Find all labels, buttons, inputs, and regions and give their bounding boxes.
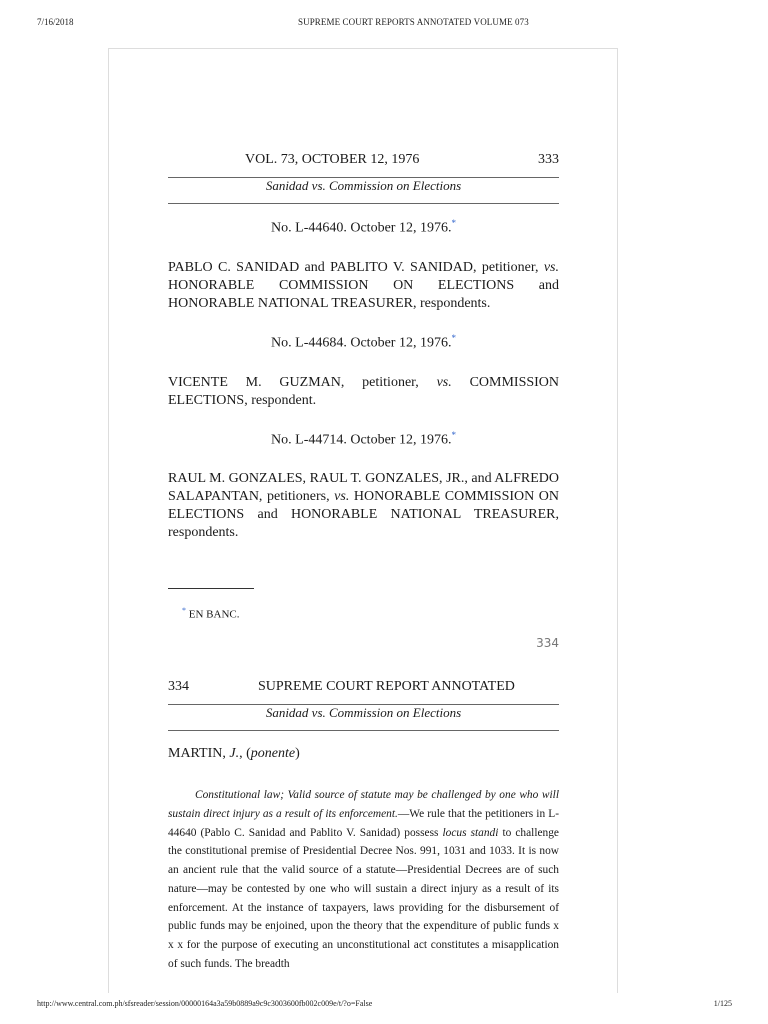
footnote-rule [168,588,254,589]
print-page-count: 1/125 [713,999,732,1008]
print-footer [0,994,768,1024]
case-number-text: No. L-44684. October 12, 1976. [271,335,452,351]
syllabus-paragraph [168,786,559,974]
header-rule [168,203,559,204]
case-number-text: No. L-44714. October 12, 1976. [271,432,452,448]
report-title: SUPREME COURT REPORT ANNOTATED [258,679,515,694]
case-subtitle: Sanidad vs. Commission on Elections [265,178,462,193]
case-parties [168,259,559,313]
ponente-separator: , ( [239,746,251,761]
case-number-text: No. L-44640. October 12, 1976. [271,220,452,236]
page-marker: 334 [536,636,559,650]
ponente-role: ponente [250,746,296,761]
petitioners: VICENTE M. GUZMAN, petitioner, [168,375,419,390]
syllabus-text: —We rule that the petitioners in L-44640 (Pablo C. Sanidad and Pablito V. Sanidad) possess [168,807,559,839]
versus: vs. [543,260,559,275]
footnote [182,606,239,621]
petitioners: PABLO C. SANIDAD and PABLITO V. SANIDAD, petitioner, [168,260,539,275]
print-date: 7/16/2018 [37,17,74,27]
volume-date: VOL. 73, OCTOBER 12, 1976 [245,152,420,167]
page-number: 333 [538,152,559,167]
ponente [168,746,300,762]
respondents: HONORABLE COMMISSION ON ELECTIONS and HONORABLE NATIONAL TREASURER, respondents. [168,278,559,311]
print-document-title: SUPREME COURT REPORTS ANNOTATED VOLUME 073 [298,17,529,27]
respondents: COMMISSION ELECTIONS, respondent. [168,375,560,408]
footnote-text: EN BANC. [188,608,240,621]
print-header [0,0,768,40]
case-parties [168,470,559,542]
syllabus-topic: Constitutional law; Valid source of statute may be challenged by one who will sustain direct injury as a result of its enforcement. [168,789,559,820]
case-subtitle: Sanidad vs. Commission on Elections [265,705,462,720]
respondents: HONORABLE COMMISSION ON ELECTIONS and HONORABLE NATIONAL TREASURER, respondents. [168,489,560,540]
page-number: 334 [168,679,189,694]
justice-name: MARTIN, [168,746,230,761]
syllabus-term: locus standi [442,826,499,839]
footnote-link[interactable]: * [451,218,456,228]
print-url: http://www.central.com.ph/sfsreader/session/00000164a3a59b0889a9c9c3003600fb002c009e/t/?o=False [37,999,373,1008]
ponente-close: ) [295,746,300,761]
case-parties [168,374,559,410]
versus: vs. [334,489,350,504]
justice-title: J. [229,746,240,761]
footnote-link[interactable]: * [451,430,456,440]
syllabus-text: to challenge the constitutional premise of Presidential Decree Nos. 991, 1031 and 1033. It is now an ancient rule that the valid source of a statute—Presidential Decrees are of such nature—may be contested by one who will sustain a direct injury as a result of its enforcement. At the instance of taxpayers, laws providing for the disbursement of public funds may be enjoined, upon the theory that the expenditure of public funds x x x for the purpose of executing an unconstitutional act constitutes a misapplication of such funds. The breadth [168,826,559,970]
header-rule [168,730,559,731]
document-page [108,48,618,993]
case-number [168,333,559,352]
footnote-mark: * [182,606,186,615]
case-number [168,218,559,237]
petitioners: RAUL M. GONZALES, RAUL T. GONZALES, JR., and ALFREDO SALAPANTAN, petitioners, [168,471,559,504]
case-number [168,430,559,449]
footnote-link[interactable]: * [451,333,456,343]
versus: vs. [436,375,452,390]
